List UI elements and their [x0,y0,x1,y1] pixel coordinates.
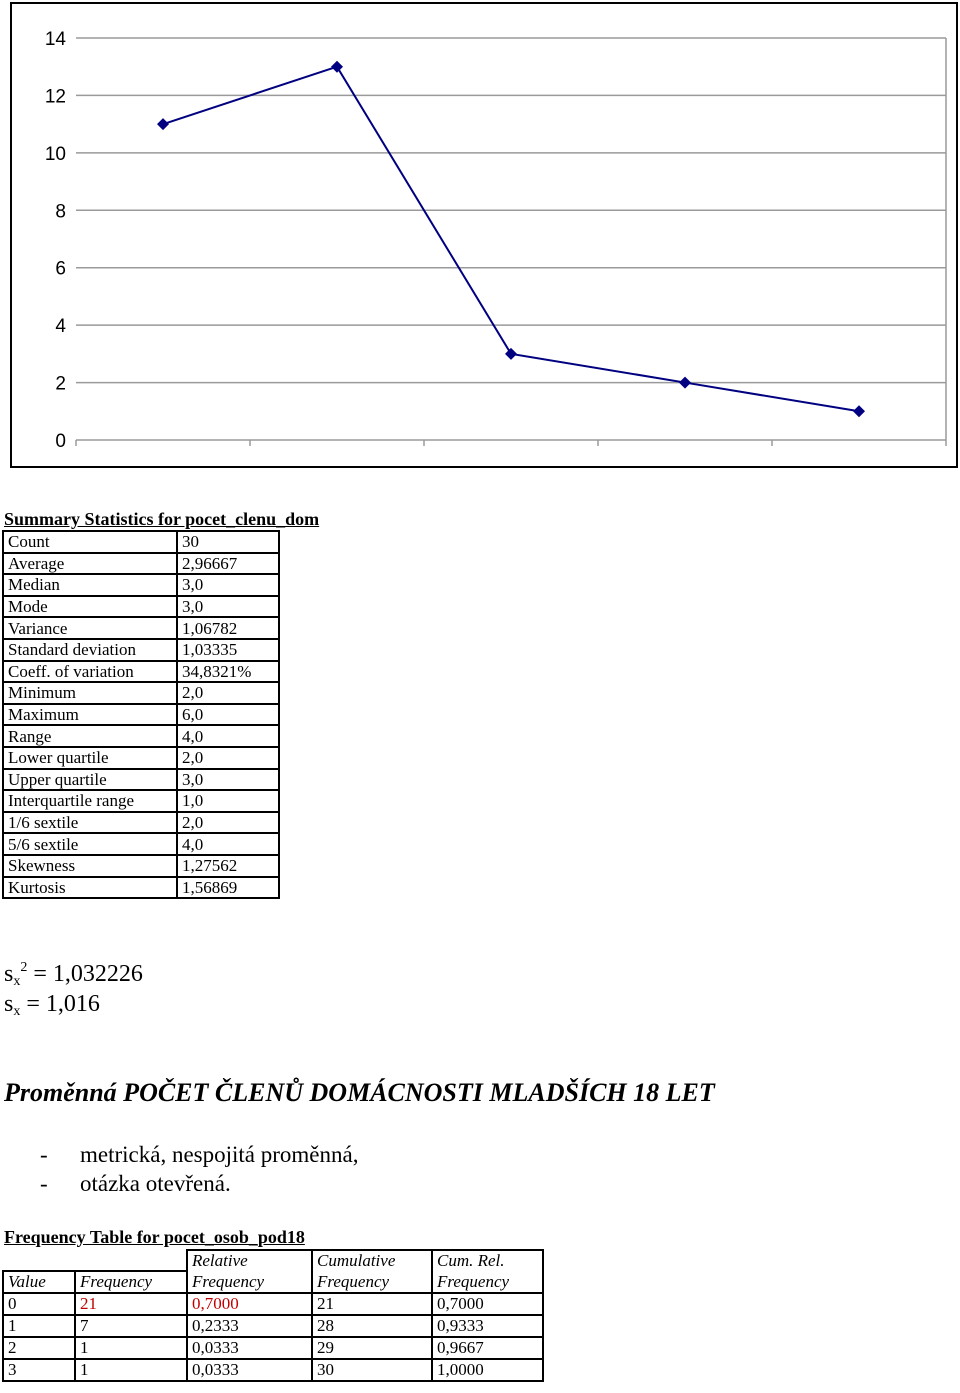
summary-row [3,704,279,726]
summary-value: 6,0 [177,704,279,726]
frequency-row [3,1315,543,1337]
summary-row [3,553,279,575]
data-point-marker [331,61,343,73]
frequency-header-cell: Cumulative [312,1250,432,1271]
frequency-row [3,1293,543,1315]
y-tick-label: 8 [55,201,66,223]
y-tick-label: 0 [55,431,66,452]
summary-label: Kurtosis [3,877,177,899]
frequency-cell: 0,9667 [432,1337,543,1359]
sd-symbol: s [4,991,14,1017]
summary-label: Range [3,725,177,747]
summary-value: 34,8321% [177,661,279,683]
frequency-title: Frequency Table for pocet_osob_pod18 [4,1227,305,1247]
summary-row [3,682,279,704]
frequency-cell: 3 [3,1359,75,1381]
summary-label: Mode [3,596,177,618]
summary-label: Count [3,531,177,553]
y-tick-label: 4 [55,316,66,338]
frequency-cell: 29 [312,1337,432,1359]
summary-label: 1/6 sextile [3,812,177,834]
variable-bullet-list [40,1140,358,1198]
frequency-cell: 1 [75,1359,187,1381]
variable-heading: Proměnná POČET ČLENŮ DOMÁCNOSTI MLADŠÍCH 18 LET [4,1078,715,1107]
bullet-dash: - [40,1171,48,1196]
summary-title: Summary Statistics for pocet_clenu_dom [4,509,320,529]
variance-superscript: 2 [20,960,28,975]
sd-subscript: x [13,1004,21,1019]
summary-label: Maximum [3,704,177,726]
summary-label: Upper quartile [3,769,177,791]
summary-row [3,639,279,661]
frequency-header-row [3,1250,543,1271]
data-point-marker [853,405,865,417]
bullet-dash: - [40,1142,48,1167]
summary-label: Lower quartile [3,747,177,769]
summary-label: Coeff. of variation [3,661,177,683]
variance-formula [4,960,143,990]
frequency-cell: 21 [75,1293,187,1315]
line-chart [10,2,958,468]
summary-row [3,833,279,855]
frequency-row [3,1337,543,1359]
frequency-header-cell [3,1250,75,1271]
summary-value: 1,27562 [177,855,279,877]
frequency-table [2,1249,544,1382]
y-tick-label: 12 [44,86,66,108]
frequency-cell: 1 [3,1315,75,1337]
summary-row [3,877,279,899]
variance-symbol: s [4,961,14,987]
summary-row [3,661,279,683]
frequency-cell: 0,9333 [432,1315,543,1337]
chart-canvas [12,4,960,470]
summary-row [3,617,279,639]
summary-row [3,855,279,877]
frequency-header-cell: Frequency [432,1271,543,1293]
frequency-cell: 1 [75,1337,187,1359]
summary-value: 1,03335 [177,639,279,661]
summary-value: 2,0 [177,747,279,769]
data-point-marker [157,118,169,130]
summary-row [3,596,279,618]
frequency-cell: 30 [312,1359,432,1381]
summary-value: 3,0 [177,769,279,791]
summary-value: 1,06782 [177,617,279,639]
y-tick-label: 14 [44,29,66,50]
summary-table [2,530,280,899]
frequency-cell: 0,0333 [187,1337,312,1359]
summary-label: Median [3,574,177,596]
summary-value: 30 [177,531,279,553]
y-tick-label: 2 [55,373,66,395]
variance-subscript: x [13,974,21,989]
summary-row [3,531,279,553]
bullet-item [40,1140,358,1169]
summary-label: Interquartile range [3,790,177,812]
summary-row [3,574,279,596]
sd-value: = 1,016 [20,991,100,1017]
summary-row [3,769,279,791]
summary-label: Average [3,553,177,575]
frequency-header-cell: Relative [187,1250,312,1271]
frequency-cell: 7 [75,1315,187,1337]
frequency-cell: 0,0333 [187,1359,312,1381]
frequency-cell: 2 [3,1337,75,1359]
sd-formula [4,991,100,1020]
summary-value: 4,0 [177,833,279,855]
summary-value: 3,0 [177,596,279,618]
frequency-header-cell [75,1250,187,1271]
frequency-cell: 28 [312,1315,432,1337]
summary-value: 3,0 [177,574,279,596]
y-tick-label: 10 [44,143,66,165]
summary-label: 5/6 sextile [3,833,177,855]
bullet-item [40,1169,358,1198]
variance-value: = 1,032226 [27,961,143,987]
frequency-cell: 21 [312,1293,432,1315]
frequency-header-cell: Frequency [312,1271,432,1293]
data-point-marker [505,348,517,360]
summary-value: 1,56869 [177,877,279,899]
summary-row [3,747,279,769]
summary-value: 4,0 [177,725,279,747]
summary-value: 2,0 [177,812,279,834]
frequency-cell: 0,7000 [432,1293,543,1315]
frequency-header-cell: Value [3,1271,75,1293]
summary-label: Variance [3,617,177,639]
frequency-row [3,1359,543,1381]
summary-label: Minimum [3,682,177,704]
summary-label: Standard deviation [3,639,177,661]
summary-row [3,725,279,747]
y-tick-label: 6 [55,258,66,280]
frequency-cell: 0,7000 [187,1293,312,1315]
summary-value: 2,96667 [177,553,279,575]
frequency-header-cell: Frequency [75,1271,187,1293]
frequency-header-cell: Frequency [187,1271,312,1293]
frequency-cell: 0,2333 [187,1315,312,1337]
bullet-text: metrická, nespojitá proměnná, [80,1142,359,1167]
data-point-marker [679,377,691,389]
frequency-cell: 0 [3,1293,75,1315]
frequency-cell: 1,0000 [432,1359,543,1381]
summary-row [3,812,279,834]
summary-value: 2,0 [177,682,279,704]
bullet-text: otázka otevřená. [80,1171,231,1196]
summary-label: Skewness [3,855,177,877]
frequency-header-row [3,1271,543,1293]
frequency-header-cell: Cum. Rel. [432,1250,543,1271]
summary-row [3,790,279,812]
summary-value: 1,0 [177,790,279,812]
